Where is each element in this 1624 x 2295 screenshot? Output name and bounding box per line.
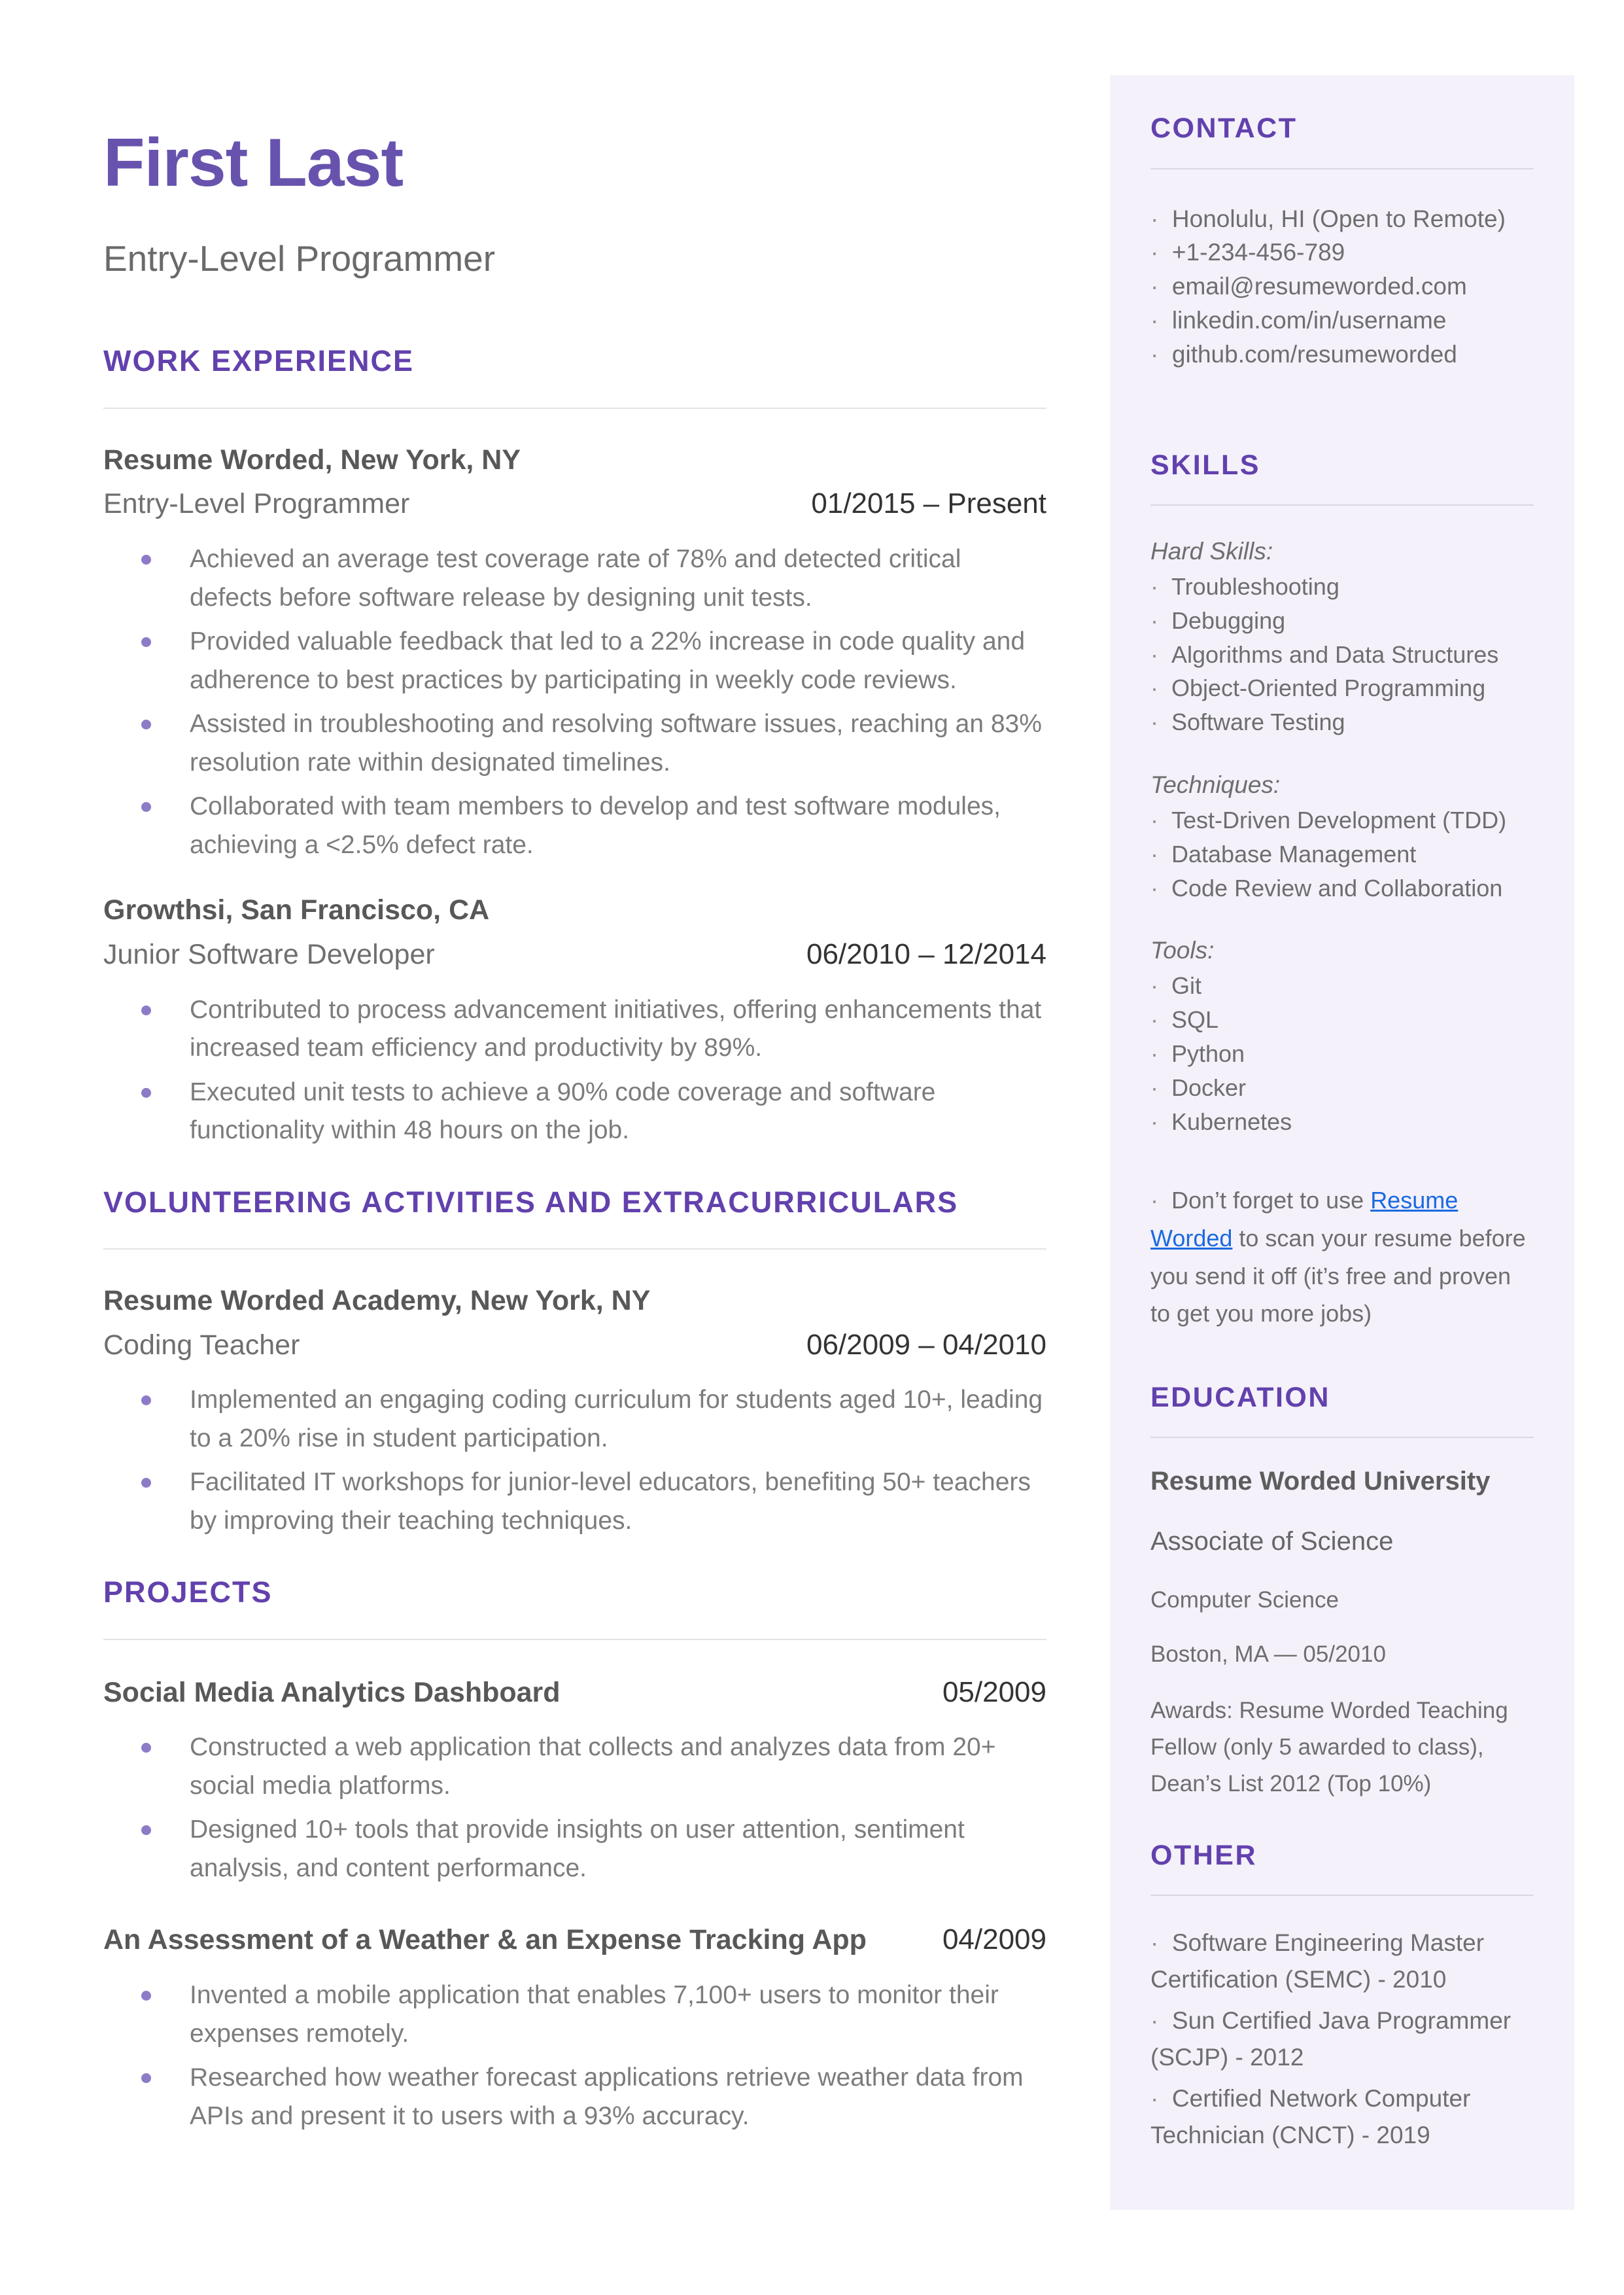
company-name: Growthsi, San Francisco, CA (103, 894, 490, 926)
company-name: Resume Worded, New York, NY (103, 444, 521, 476)
skill-list-hard-skills (1150, 570, 1534, 739)
bullet-text: Contributed to process advancement initiatives, offering enhancements that increased team efficiency and productivity by 89%. (190, 995, 1042, 1062)
main-column (103, 0, 1046, 2141)
bullet-list (103, 991, 1046, 1150)
skill-item (1150, 1105, 1534, 1139)
job-title-row (103, 936, 1046, 973)
bullet-item (103, 1381, 1046, 1458)
bullet-item (103, 1074, 1046, 1150)
project-entry (103, 1921, 1046, 2135)
project-name: An Assessment of a Weather & an Expense Tracking App (103, 1924, 867, 1956)
job-title-row (103, 485, 1046, 522)
job-entry (103, 1284, 1046, 1541)
sidebar-divider (1150, 168, 1534, 169)
bullet-text: Implemented an engaging coding curriculum for students aged 10+, leading to a 20% rise in student participation. (190, 1386, 1043, 1452)
skill-item (1150, 1071, 1534, 1105)
contact-text: github.com/resumeworded (1171, 340, 1457, 368)
bullet-text: Facilitated IT workshops for junior-level educators, benefiting 50+ teachers by improving their teaching techniques. (190, 1468, 1031, 1535)
bullet-item (103, 623, 1046, 699)
contact-item-email (1150, 270, 1534, 304)
skill-item (1150, 638, 1534, 672)
sidebar-heading-education: EDUCATION (1150, 1381, 1330, 1413)
sidebar-heading-contact: CONTACT (1150, 113, 1298, 144)
bullet-text: Constructed a web application that collects and analyzes data from 20+ social media platforms. (190, 1733, 996, 1800)
contact-list (1150, 202, 1534, 372)
skill-list-tools (1150, 969, 1534, 1138)
skill-text: Database Management (1171, 840, 1417, 867)
bullet-list (103, 1976, 1046, 2135)
skill-item (1150, 871, 1534, 905)
contact-text: linkedin.com/in/username (1171, 306, 1447, 334)
candidate-name: First Last (103, 125, 404, 201)
skill-item (1150, 803, 1534, 837)
bullet-item (103, 705, 1046, 782)
contact-text: Honolulu, HI (Open to Remote) (1171, 205, 1506, 232)
skill-group-label-techniques: Techniques: (1150, 771, 1281, 799)
contact-text: +1-234-456-789 (1171, 239, 1345, 266)
project-title-row (103, 1674, 1046, 1711)
skill-text: Troubleshooting (1171, 572, 1339, 600)
resume-worded-link[interactable]: Resume Worded (1150, 1187, 1459, 1252)
candidate-job-title: Entry-Level Programmer (103, 238, 496, 279)
note-suffix: to scan your resume before you send it off (it’s free and proven to get you more jobs) (1150, 1224, 1526, 1327)
bullet-list (103, 540, 1046, 864)
section-divider (103, 408, 1046, 409)
bullet-text: Collaborated with team members to develop and test software modules, achieving a <2.5% defect rate. (190, 792, 1001, 859)
contact-item-github (1150, 338, 1534, 372)
job-title: Entry-Level Programmer (103, 488, 410, 520)
skill-text: Object-Oriented Programming (1171, 674, 1486, 702)
certification-text: Certified Network Computer Technician (CNCT) - 2019 (1150, 2085, 1471, 2148)
job-title: Coding Teacher (103, 1329, 300, 1361)
skill-text: Software Testing (1171, 709, 1345, 736)
bullet-text: Designed 10+ tools that provide insights on user attention, sentiment analysis, and content performance. (190, 1815, 965, 1882)
job-entry (103, 443, 1046, 865)
sidebar-divider (1150, 1437, 1534, 1438)
bullet-text: Achieved an average test coverage rate of 78% and detected critical defects before software release by designing unit tests. (190, 545, 961, 612)
bullet-text: Invented a mobile application that enables 7,100+ users to monitor their expenses remotely. (190, 1981, 999, 2048)
certification-text: Sun Certified Java Programmer (SCJP) - 2012 (1150, 2007, 1512, 2071)
job-dates: 06/2010 – 12/2014 (806, 937, 1046, 970)
bullet-list (103, 1381, 1046, 1540)
certification-item (1150, 1925, 1534, 1997)
skill-item (1150, 671, 1534, 705)
job-dates: 01/2015 – Present (811, 487, 1046, 520)
bullet-item (103, 788, 1046, 864)
contact-item-linkedin (1150, 304, 1534, 338)
certification-text: Software Engineering Master Certification (SEMC) - 2010 (1150, 1929, 1485, 1993)
skill-item (1150, 604, 1534, 638)
certification-item (1150, 2003, 1534, 2075)
skill-group-label-tools: Tools: (1150, 937, 1215, 964)
certification-item (1150, 2080, 1534, 2153)
sidebar-heading-other: OTHER (1150, 1839, 1257, 1871)
education-degree: Associate of Science (1150, 1527, 1394, 1556)
sidebar-divider (1150, 504, 1534, 506)
bullet-item (103, 1811, 1046, 1887)
education-awards: Awards: Resume Worded Teaching Fellow (only 5 awarded to class), Dean’s List 2012 (Top 10%) (1150, 1697, 1508, 1796)
bullet-item (103, 1728, 1046, 1805)
bullet-text: Provided valuable feedback that led to a 22% increase in code quality and adherence to best practices by participating in weekly code reviews. (190, 627, 1026, 694)
project-date: 04/2009 (942, 1923, 1046, 1956)
skill-text: SQL (1171, 1006, 1219, 1034)
section-heading-work-experience: WORK EXPERIENCE (103, 344, 415, 378)
skill-item (1150, 1037, 1534, 1071)
bullet-item (103, 1976, 1046, 2053)
education-school: Resume Worded University (1150, 1467, 1491, 1496)
job-entry (103, 893, 1046, 1150)
company-name: Resume Worded Academy, New York, NY (103, 1284, 651, 1316)
job-dates: 06/2009 – 04/2010 (806, 1328, 1046, 1361)
project-title-row (103, 1921, 1046, 1958)
bullet-text: Researched how weather forecast applications retrieve weather data from APIs and present it to users with a 93% accuracy. (190, 2063, 1024, 2130)
section-heading-volunteering: VOLUNTEERING ACTIVITIES AND EXTRACURRICULARS (103, 1185, 959, 1219)
education-field: Computer Science (1150, 1587, 1339, 1613)
bullet-item (103, 540, 1046, 617)
bullet-list (103, 1728, 1046, 1887)
sidebar (1110, 75, 1574, 2210)
skill-text: Code Review and Collaboration (1171, 874, 1503, 902)
contact-text: email@resumeworded.com (1171, 273, 1467, 300)
skill-text: Debugging (1171, 606, 1286, 634)
job-title-row (103, 1327, 1046, 1363)
skill-text: Test-Driven Development (TDD) (1171, 806, 1507, 833)
bullet-item (103, 1463, 1046, 1540)
section-heading-projects: PROJECTS (103, 1575, 273, 1609)
resume-worded-note (1150, 1182, 1534, 1332)
sidebar-divider (1150, 1895, 1534, 1896)
skill-text: Git (1171, 972, 1202, 1000)
skill-text: Python (1171, 1040, 1245, 1067)
note-bullet: · (1150, 1187, 1158, 1214)
sidebar-heading-skills: SKILLS (1150, 449, 1260, 481)
section-divider (103, 1639, 1046, 1640)
skill-item (1150, 570, 1534, 604)
section-divider (103, 1248, 1046, 1250)
contact-item-phone (1150, 236, 1534, 270)
skill-item (1150, 969, 1534, 1003)
skill-item (1150, 837, 1534, 871)
skill-text: Algorithms and Data Structures (1171, 640, 1499, 668)
education-location-date: Boston, MA — 05/2010 (1150, 1641, 1386, 1667)
bullet-item (103, 991, 1046, 1068)
skill-item (1150, 1003, 1534, 1037)
skill-item (1150, 705, 1534, 739)
certification-list (1150, 1925, 1534, 2153)
project-date: 05/2009 (942, 1675, 1046, 1708)
bullet-item (103, 2059, 1046, 2135)
project-name: Social Media Analytics Dashboard (103, 1676, 561, 1708)
note-prefix: Don’t forget to use (1171, 1187, 1371, 1214)
contact-item-location (1150, 202, 1534, 236)
bullet-text: Executed unit tests to achieve a 90% code coverage and software functionality within 48 hours on the job. (190, 1077, 936, 1145)
skill-group-label-hard-skills: Hard Skills: (1150, 538, 1273, 565)
job-title: Junior Software Developer (103, 938, 435, 970)
skill-list-techniques (1150, 803, 1534, 905)
project-entry (103, 1674, 1046, 1888)
bullet-text: Assisted in troubleshooting and resolving software issues, reaching an 83% resolution rate within designated timelines. (190, 710, 1042, 777)
skill-text: Kubernetes (1171, 1108, 1292, 1135)
skill-text: Docker (1171, 1074, 1247, 1101)
